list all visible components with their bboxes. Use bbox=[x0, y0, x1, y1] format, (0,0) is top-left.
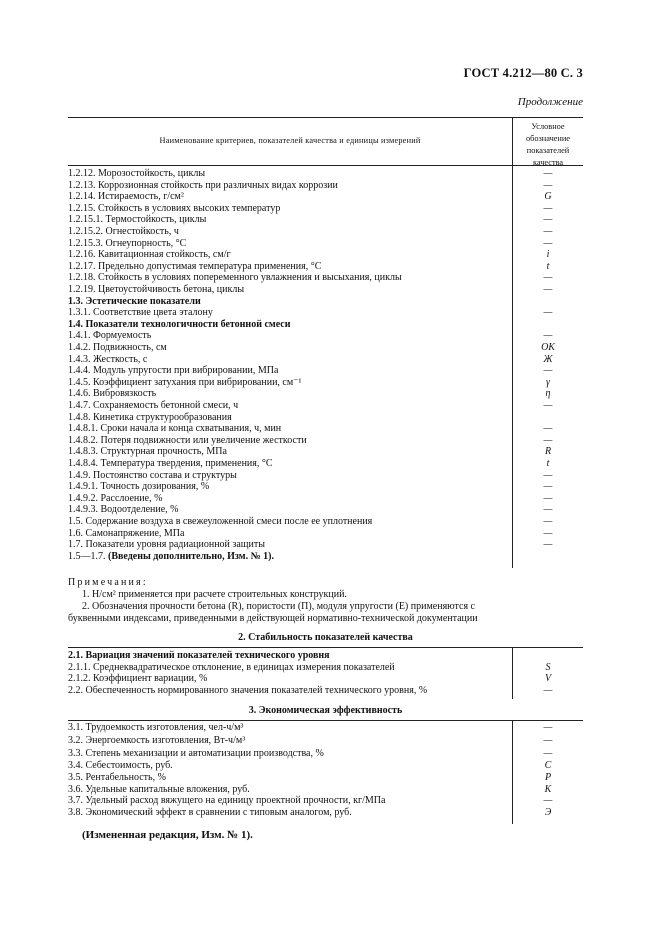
row-text: 3.6. Удельные капитальные вложения, руб. bbox=[68, 783, 250, 795]
row-text: 1.5. Содержание воздуха в свежеуложенной смеси после ее уплотнения bbox=[68, 516, 373, 527]
row-text: 1.2.15. Стойкость в условиях высоких температур bbox=[68, 202, 281, 214]
row-text: 1.4.8. Кинетика структурообразования bbox=[68, 411, 232, 423]
row-text: 1.4.8.2. Потеря подвижности или увеличение жесткости bbox=[68, 434, 307, 446]
row-text: 3.4. Себестоимость, руб. bbox=[68, 759, 173, 771]
row-text: 1.2.18. Стойкость в условиях попеременного увлажнения и высыхания, циклы bbox=[68, 272, 402, 284]
row-text: 3.5. Рентабельность, % bbox=[68, 771, 166, 783]
row-text: 1.4.8.3. Структурная прочность, МПа bbox=[68, 446, 227, 458]
row-symbol: — bbox=[543, 400, 553, 411]
column-header-symbol: Условное обозначение показателей качества bbox=[525, 122, 570, 167]
row-text: 2.2. Обеспеченность нормированного значения показателей технического уровня, % bbox=[68, 684, 428, 696]
row-symbol: ОК bbox=[541, 342, 555, 353]
row-text: 1.4.2. Подвижность, см bbox=[68, 342, 167, 353]
row-symbol: — bbox=[543, 226, 553, 237]
row-symbol: — bbox=[543, 365, 553, 377]
row-text: 3.7. Удельный расход вяжущего на единицу проектной прочности, кг/МПа bbox=[68, 795, 386, 807]
row-symbol: К bbox=[544, 783, 552, 795]
row-text: 1.4.5. Коэффициент затухания при вибрировании, см⁻¹ bbox=[68, 376, 302, 388]
row-text: 2.1.2. Коэффициент вариации, % bbox=[68, 673, 208, 685]
row-symbol: V bbox=[544, 673, 552, 685]
row-symbol: i bbox=[546, 249, 550, 261]
row-symbol: — bbox=[543, 168, 553, 179]
row-symbol: — bbox=[543, 481, 553, 493]
row-symbol: — bbox=[543, 307, 553, 319]
table-top-rule bbox=[68, 117, 583, 118]
row-text: 1.4.3. Жесткость, с bbox=[68, 353, 148, 365]
row-text: 1.3.1. Соответствие цвета эталону bbox=[68, 307, 213, 319]
row-symbol: — bbox=[543, 734, 553, 746]
section-2-rule bbox=[68, 647, 583, 648]
row-symbol: С bbox=[544, 759, 552, 771]
note-2: 2. Обозначения прочности бетона (R), пористости (П), модуля упругости (Е) применяются с bbox=[82, 601, 475, 612]
row-text: 1.2.12. Морозостойкость, циклы bbox=[68, 168, 206, 179]
row-symbol: — bbox=[543, 527, 553, 539]
row-symbol: — bbox=[543, 179, 553, 191]
row-text: 1.7. Показатели уровня радиационной защиты bbox=[68, 539, 265, 551]
row-text: 1.4.1. Формуемость bbox=[68, 330, 152, 342]
row-symbol: — bbox=[543, 722, 553, 733]
row-text: 1.4.9.2. Расслоение, % bbox=[68, 492, 163, 504]
row-symbol: G bbox=[544, 191, 552, 203]
row-symbol: — bbox=[543, 469, 553, 481]
row-symbol: — bbox=[543, 423, 553, 435]
row-symbol: γ bbox=[546, 376, 550, 388]
row-text: 1.4.9.1. Точность дозирования, % bbox=[68, 481, 210, 493]
row-symbol: t bbox=[546, 260, 550, 272]
row-text: 3.1. Трудоемкость изготовления, чел-ч/м³ bbox=[68, 722, 244, 733]
amendment-note: (Измененная редакция, Изм. № 1). bbox=[82, 829, 253, 841]
row-symbol: Э bbox=[544, 807, 552, 819]
row-text: 1.2.15.2. Огнестойкость, ч bbox=[68, 226, 179, 237]
row-text: 1.2.15.1. Термостойкость, циклы bbox=[68, 214, 207, 226]
row-symbol: — bbox=[543, 539, 553, 551]
doc-header: ГОСТ 4.212—80 С. 3 bbox=[463, 66, 583, 80]
row-text: 1.4.7. Сохраняемость бетонной смеси, ч bbox=[68, 400, 239, 411]
row-text: 3.8. Экономический эффект в сравнении с типовым аналогом, руб. bbox=[68, 807, 352, 819]
row-symbol: Р bbox=[544, 771, 552, 783]
row-symbol: — bbox=[543, 284, 553, 295]
section-2-title: 2. Стабильность показателей качества bbox=[238, 632, 413, 643]
row-symbol: — bbox=[543, 272, 553, 284]
row-symbol: — bbox=[543, 504, 553, 516]
row-text: 1.4.6. Вибровязкость bbox=[68, 388, 157, 400]
row-symbol: — bbox=[543, 516, 553, 527]
row-symbol: — bbox=[543, 214, 553, 226]
row-text: 1.2.17. Предельно допустимая температура применения, °С bbox=[68, 260, 322, 272]
row-text: 2.1.1. Среднеквадратическое отклонение, в единицах измерения показателей bbox=[68, 661, 395, 673]
notes-title: Примечания: bbox=[68, 577, 148, 588]
row-text: 1.2.15.3. Огнеупорность, °С bbox=[68, 237, 187, 249]
row-symbol: — bbox=[543, 237, 553, 249]
row-symbol: — bbox=[543, 434, 553, 446]
row-text: 1.4.9. Постоянство состава и структуры bbox=[68, 469, 237, 481]
row-text: 1.2.13. Коррозионная стойкость при различных видах коррозии bbox=[68, 179, 338, 191]
row-symbol: t bbox=[546, 458, 550, 469]
row-symbol: — bbox=[543, 747, 553, 759]
row-symbol: — bbox=[543, 795, 553, 807]
row-symbol: R bbox=[544, 446, 552, 458]
table-head-rule bbox=[68, 165, 583, 166]
continuation-label: Продолжение bbox=[517, 96, 583, 108]
row-text: 1.4.9.3. Водоотделение, % bbox=[68, 504, 179, 516]
row-text: 3.3. Степень механизации и автоматизации производства, % bbox=[68, 747, 324, 759]
section-3-title: 3. Экономическая эффективность bbox=[248, 705, 403, 716]
row-text: 1.3. Эстетические показатели bbox=[68, 295, 201, 307]
note-2-cont: буквенными индексами, приведенными в действующей нормативно-технической документации bbox=[68, 613, 478, 624]
row-symbol: — bbox=[543, 684, 553, 696]
row-text: 1.2.14. Истираемость, г/см² bbox=[68, 191, 184, 203]
row-text: 3.2. Энергоемкость изготовления, Вт-ч/м³ bbox=[68, 734, 246, 746]
row-symbol: — bbox=[543, 330, 553, 342]
column-header-name: Наименование критериев, показателей качества и единицы измерений bbox=[159, 136, 421, 145]
row-text: 2.1. Вариация значений показателей технического уровня bbox=[68, 650, 330, 661]
row-text: 1.2.19. Цветоустойчивость бетона, циклы bbox=[68, 284, 245, 295]
row-symbol: η bbox=[545, 388, 551, 400]
row-text: 1.2.16. Кавитационная стойкость, см/г bbox=[68, 249, 231, 261]
row-symbol: — bbox=[543, 492, 553, 504]
section-3-rule bbox=[68, 720, 583, 721]
note-1: 1. Н/см² применяется при расчете строительных конструкций. bbox=[82, 589, 347, 600]
row-symbol: S bbox=[545, 661, 551, 673]
row-symbol: — bbox=[543, 202, 553, 214]
row-text: 1.4.8.4. Температура твердения, применения, °С bbox=[68, 458, 273, 469]
row-text: 1.5—1.7. (Введены дополнительно, Изм. № 1). bbox=[68, 550, 274, 562]
row-symbol: Ж bbox=[543, 353, 553, 365]
row-text: 1.4.8.1. Сроки начала и конца схватывания, ч, мин bbox=[68, 423, 282, 435]
row-text: 1.6. Самонапряжение, МПа bbox=[68, 527, 185, 539]
row-text: 1.4.4. Модуль упругости при вибрировании, МПа bbox=[68, 365, 279, 377]
row-text: 1.4. Показатели технологичности бетонной смеси bbox=[68, 318, 291, 330]
